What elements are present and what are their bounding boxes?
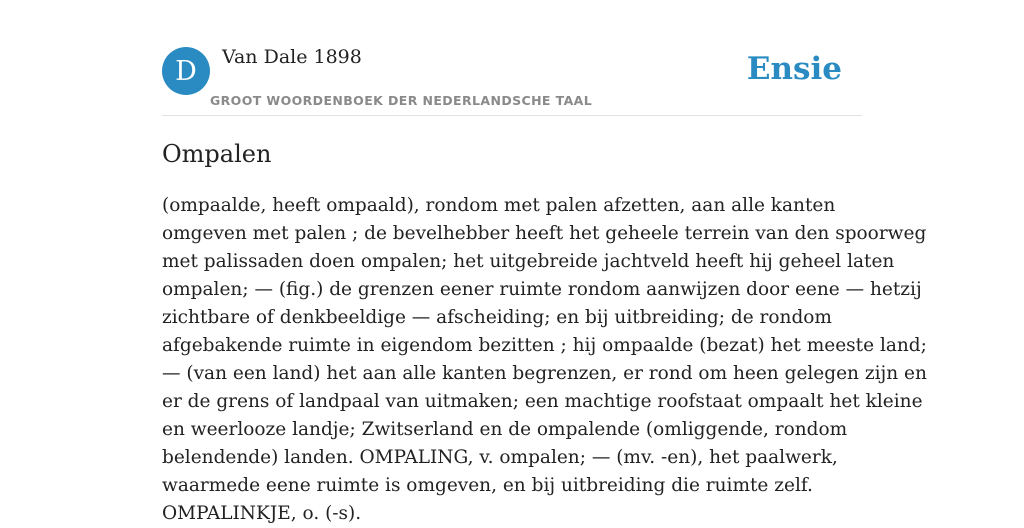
source-logo-icon[interactable]: D (162, 47, 210, 95)
entry-page (162, 0, 927, 524)
ensie-logo[interactable]: Ensie (746, 51, 842, 87)
definition-line: — (van een land) het aan alle kanten begrenzen, er rond om heen gelegen zijn en (162, 363, 927, 384)
definition-line: (ompaalde, heeft ompaald), rondom met palen afzetten, aan alle kanten (162, 195, 836, 216)
definition-line: omgeven met palen ; de bevelhebber heeft het geheele terrein van den spoorweg (162, 223, 927, 244)
definition-line: zichtbare of denkbeeldige — afscheiding; en bij uitbreiding; de rondom (162, 307, 832, 328)
definition-line: ompalen; — (fig.) de grenzen eener ruimte rondom aanwijzen door eene — hetzij (162, 279, 922, 300)
source-subtitle: GROOT WOORDENBOEK DER NEDERLANDSCHE TAAL (210, 93, 593, 108)
definition-line: afgebakende ruimte in eigendom bezitten ; hij ompaalde (bezat) het meeste land; (162, 335, 927, 356)
definition-line: met palissaden doen ompalen; het uitgebreide jachtveld heeft hij geheel laten (162, 251, 895, 272)
header-divider (162, 115, 862, 116)
headword-title: Ompalen (162, 140, 272, 168)
definition-text (162, 192, 927, 528)
definition-line: OMPALINKJE, o. (-s). (162, 503, 362, 524)
source-title[interactable]: Van Dale 1898 (222, 46, 362, 68)
definition-line: en weerlooze landje; Zwitserland en de ompalende (omliggende, rondom (162, 419, 848, 440)
definition-line: belendende) landen. OMPALING, v. ompalen; — (mv. -en), het paalwerk, (162, 447, 838, 468)
definition-line: waarmede eene ruimte is omgeven, en bij uitbreiding die ruimte zelf. (162, 475, 813, 496)
definition-line: er de grens of landpaal van uitmaken; een machtige roofstaat ompaalt het kleine (162, 391, 923, 412)
